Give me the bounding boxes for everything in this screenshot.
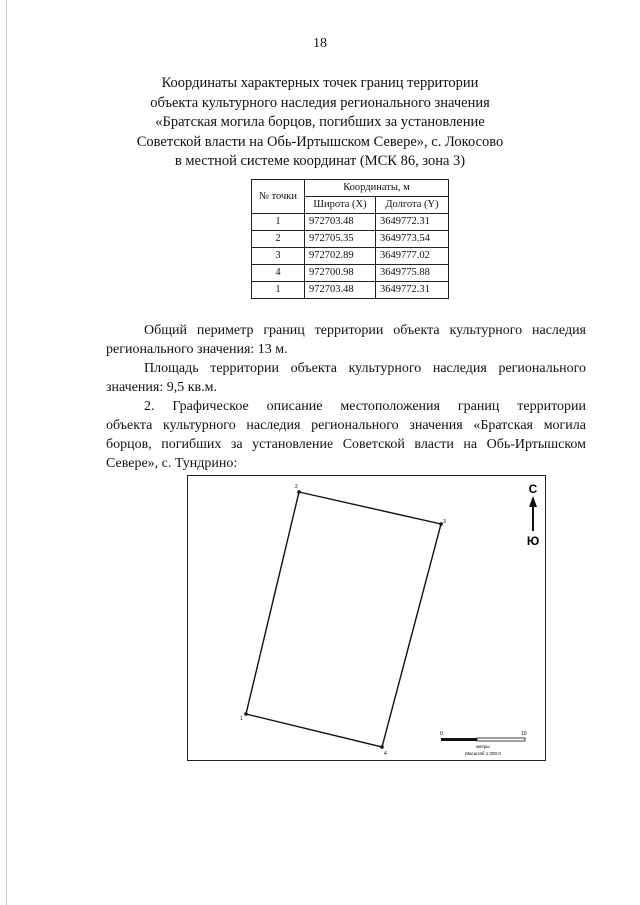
map-drawing	[188, 476, 547, 762]
header-latitude: Широта (X)	[305, 197, 376, 214]
title-line-4: Советской власти на Обь-Иртышском Севере», с. Локосово	[136, 133, 504, 150]
graphic-line-3: борцов, погибших за установление Советской власти на Обь-Иртышском	[106, 437, 586, 452]
cell-y: 3649772.31	[376, 282, 449, 299]
cell-point: 3	[252, 248, 305, 265]
perimeter-paragraph	[106, 321, 586, 359]
cell-y: 3649773.54	[376, 231, 449, 248]
scale-text: Масштаб 1:200.0	[465, 751, 501, 756]
scale-unit-label: метры	[476, 744, 490, 749]
table-row	[252, 231, 449, 248]
cell-y: 3649777.02	[376, 248, 449, 265]
area-paragraph	[106, 359, 586, 397]
title-line-5: в местной системе координат (МСК 86, зона 3)	[174, 153, 466, 169]
cell-x: 972700.98	[305, 265, 376, 282]
title-line-2: объекта культурного наследия регионального значения	[150, 94, 490, 111]
page-number: 18	[313, 36, 327, 51]
title-line-3: «Братская могила борцов, погибших за установление	[155, 114, 485, 130]
area-line-1: Площадь территории объекта культурного наследия регионального	[144, 361, 586, 376]
cell-x: 972703.48	[305, 214, 376, 231]
cell-point: 1	[252, 214, 305, 231]
scan-margin-line	[6, 0, 7, 905]
header-coordinates: Координаты, м	[305, 180, 449, 197]
table-row	[252, 265, 449, 282]
cell-point: 2	[252, 231, 305, 248]
title-line-1: Координаты характерных точек границ территории	[161, 75, 479, 91]
table-row	[252, 214, 449, 231]
boundary-point-1	[244, 712, 248, 716]
cell-point: 1	[252, 282, 305, 299]
table-row	[252, 248, 449, 265]
boundary-point-2	[297, 490, 301, 494]
boundary-point-4	[380, 745, 384, 749]
cell-x: 972705.35	[305, 231, 376, 248]
perimeter-line-1: Общий периметр границ территории объекта культурного наследия	[144, 323, 586, 338]
coordinates-table	[251, 179, 449, 299]
graphic-description-paragraph	[106, 397, 586, 473]
cell-y: 3649772.31	[376, 214, 449, 231]
boundary-map	[187, 475, 546, 761]
header-longitude: Долгота (Y)	[376, 197, 449, 214]
north-arrow-icon	[529, 496, 537, 531]
scale-start-label: 0	[440, 731, 443, 737]
table-row	[252, 282, 449, 299]
point-label-1: 1	[240, 716, 243, 722]
cell-x: 972702.89	[305, 248, 376, 265]
north-label: С	[528, 482, 538, 496]
boundary-polygon	[246, 492, 441, 747]
point-label-4: 4	[384, 751, 387, 757]
cell-y: 3649775.88	[376, 265, 449, 282]
cell-point: 4	[252, 265, 305, 282]
scale-end-label: 10	[521, 731, 527, 737]
perimeter-line-2: регионального значения: 13 м.	[106, 342, 288, 357]
graphic-line-1: 2. Графическое описание местоположения границ территории	[144, 399, 586, 414]
south-label: Ю	[526, 534, 540, 548]
header-point-number: № точки	[252, 180, 305, 214]
point-label-3: 3	[443, 519, 446, 525]
cell-x: 972703.48	[305, 282, 376, 299]
scale-bar	[441, 738, 525, 741]
graphic-line-4: Севере», с. Тундрино:	[106, 456, 238, 471]
document-title	[100, 74, 540, 172]
area-line-2: значения: 9,5 кв.м.	[106, 380, 218, 395]
graphic-line-2: объекта культурного наследия регионального значения «Братская могила	[106, 418, 586, 433]
point-label-2: 2	[295, 484, 298, 490]
